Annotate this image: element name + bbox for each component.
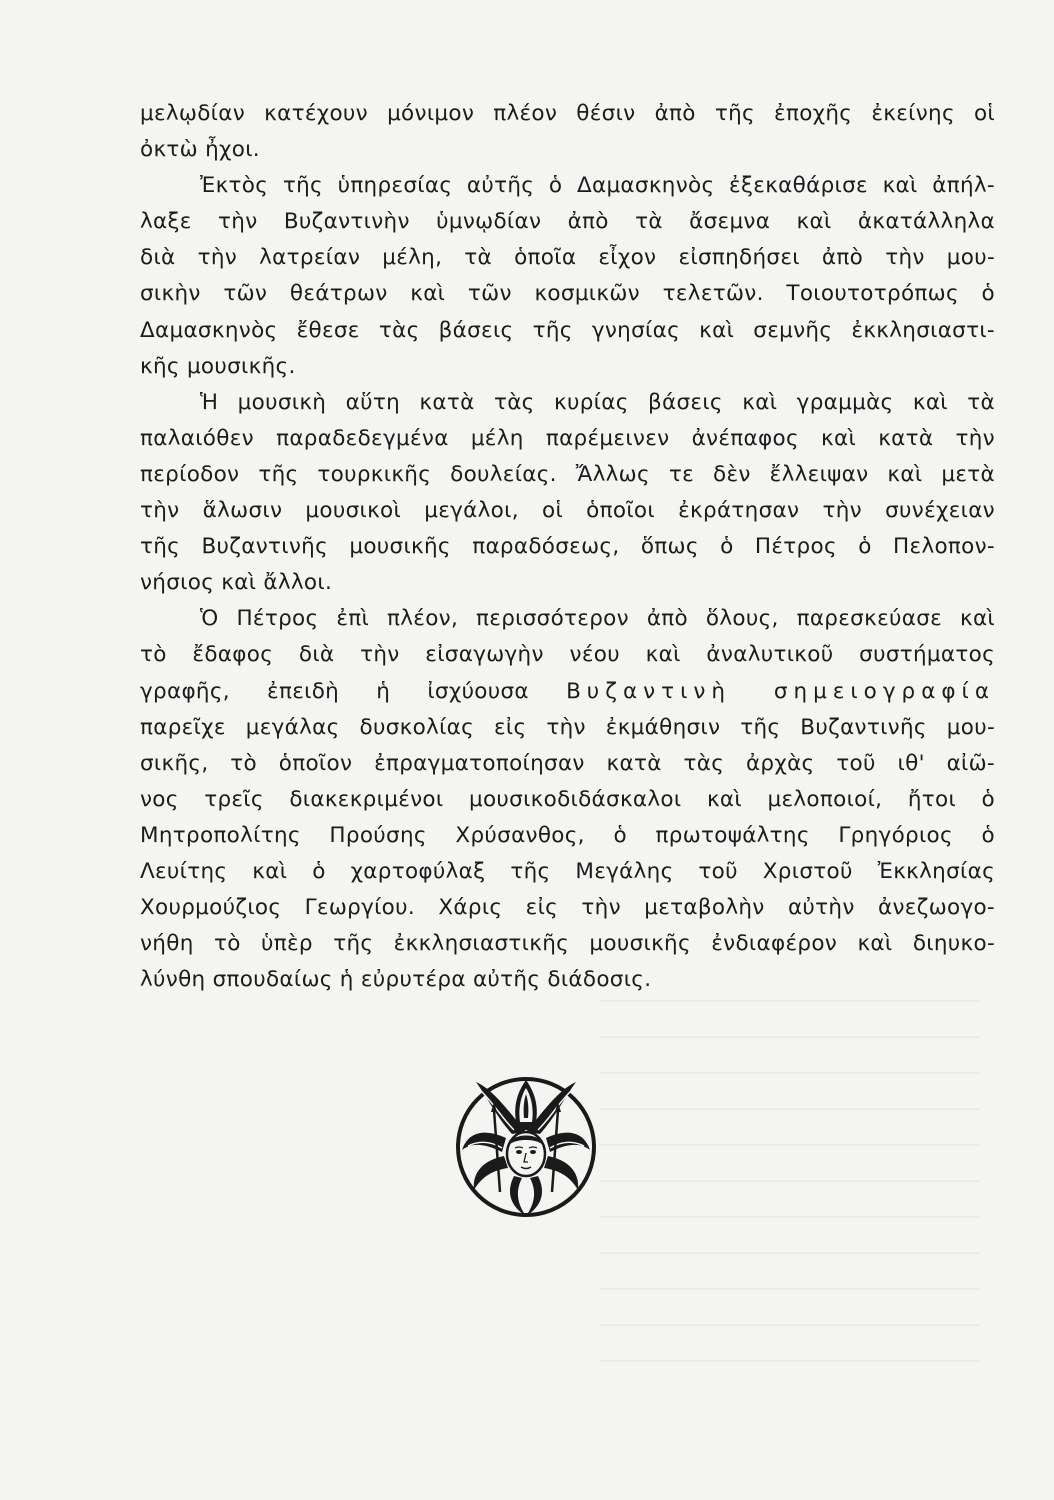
text-line: διὰ τὴν λατρείαν μέλη, τὰ ὁποῖα εἶχον εἰσπηδήσει ἀπὸ τὴν μου- — [140, 245, 995, 271]
paragraph-start-line: Ἐκτὸς τῆς ὑπηρεσίας αὐτῆς ὁ Δαμασκηνὸς ἐξεκαθάρισε καὶ ἀπήλ- — [200, 173, 995, 199]
text-line: τῆς Βυζαντινῆς μουσικῆς παραδόσεως, ὅπως ὁ Πέτρος ὁ Πελοπον- — [140, 534, 995, 560]
text-segment: γραφῆς, ἐπειδὴ ἡ ἰσχύουσα — [140, 678, 567, 704]
text-line: νήσιος καὶ ἄλλοι. — [140, 570, 333, 596]
seraph-icon — [454, 1072, 598, 1220]
bleed-through-texture — [600, 1000, 980, 1380]
text-line: νήθη τὸ ὑπὲρ τῆς ἐκκλησιαστικῆς μουσικῆς ἐνδιαφέρον καὶ διηυκο- — [140, 931, 995, 957]
paragraph-start-line: Ὁ Πέτρος ἐπὶ πλέον, περισσότερον ἀπὸ ὅλους, παρεσκεύασε καὶ — [200, 606, 995, 632]
text-line: Δαμασκηνὸς ἔθεσε τὰς βάσεις τῆς γνησίας καὶ σεμνῆς ἐκκλησιαστι- — [140, 317, 995, 343]
spaced-emphasis: Βυζαντινὴ σημειογραφία — [566, 678, 995, 704]
text-line: περίοδον τῆς τουρκικῆς δουλείας. Ἄλλως τε δὲν ἔλλειψαν καὶ μετὰ — [140, 461, 995, 487]
paragraph-start-line: Ἡ μουσικὴ αὕτη κατὰ τὰς κυρίας βάσεις καὶ γραμμὰς καὶ τὰ — [200, 389, 995, 415]
text-line: λύνθη σπουδαίως ἡ εὐρυτέρα αὐτῆς διάδοσις. — [140, 967, 652, 993]
text-line — [140, 674, 995, 710]
text-line: λαξε τὴν Βυζαντινὴν ὑμνῳδίαν ἀπὸ τὰ ἄσεμνα καὶ ἀκατάλληλα — [140, 209, 995, 235]
text-line: νος τρεῖς διακεκριμένοι μουσικοδιδάσκαλοι καὶ μελοποιοί, ἤτοι ὁ — [140, 786, 995, 812]
text-line: τὴν ἅλωσιν μουσικοὶ μεγάλοι, οἱ ὁποῖοι ἐκράτησαν τὴν συνέχειαν — [140, 498, 995, 524]
text-line: Μητροπολίτης Προύσης Χρύσανθος, ὁ πρωτοψάλτης Γρηγόριος ὁ — [140, 822, 995, 848]
body-text — [140, 96, 995, 998]
text-line: ὀκτὼ ἦχοι. — [140, 137, 260, 163]
text-line: παλαιόθεν παραδεδεγμένα μέλη παρέμεινεν ἀνέπαφος καὶ κατὰ τὴν — [140, 425, 995, 451]
text-line: Χουρμούζιος Γεωργίου. Χάρις εἰς τὴν μεταβολὴν αὐτὴν ἀνεζωογο- — [140, 895, 995, 921]
text-line: Λευίτης καὶ ὁ χαρτοφύλαξ τῆς Μεγάλης τοῦ Χριστοῦ Ἐκκλησίας — [140, 858, 995, 884]
text-line: παρεῖχε μεγάλας δυσκολίας εἰς τὴν ἐκμάθησιν τῆς Βυζαντινῆς μου- — [140, 714, 995, 740]
text-line: τὸ ἔδαφος διὰ τὴν εἰσαγωγὴν νέου καὶ ἀναλυτικοῦ συστήματος — [140, 642, 995, 668]
text-line: σικὴν τῶν θεάτρων καὶ τῶν κοσμικῶν τελετῶν. Τοιουτοτρόπως ὁ — [140, 281, 995, 307]
text-line: σικῆς, τὸ ὁποῖον ἐπραγματοποίησαν κατὰ τὰς ἀρχὰς τοῦ ιθ' αἰῶ- — [140, 750, 995, 776]
text-line: κῆς μουσικῆς. — [140, 353, 296, 379]
text-line: μελῳδίαν κατέχουν μόνιμον πλέον θέσιν ἀπὸ τῆς ἐποχῆς ἐκείνης οἱ — [140, 101, 995, 126]
